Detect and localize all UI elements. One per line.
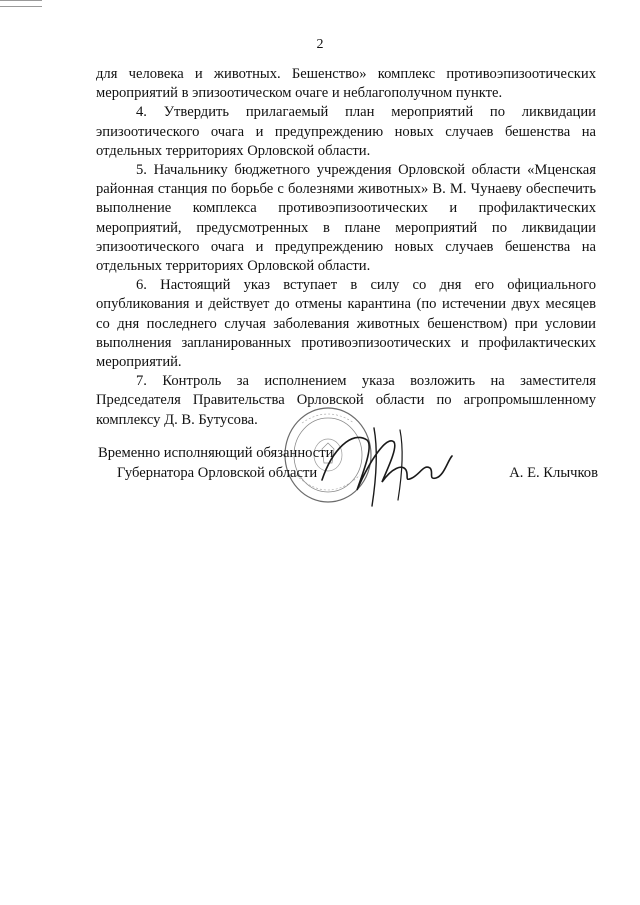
document-body bbox=[96, 65, 596, 430]
paragraph-item-4: 4. Утвердить прилагаемый план мероприятий по ликвидации эпизоотического очага и предупреждению новых случаев бешенства на отдельных территориях Орловской области. bbox=[96, 104, 596, 159]
signatory-position-line-2: Губернатора Орловской области bbox=[117, 465, 318, 481]
scan-corner-mark bbox=[0, 0, 42, 7]
signatory-position bbox=[98, 443, 333, 483]
paragraph-continuation: для человека и животных. Бешенство» комплекс противоэпизоотических мероприятий в эпизоотическом очаге и неблагополучном пункте. bbox=[96, 66, 596, 102]
paragraph-item-6: 6. Настоящий указ вступает в силу со дня его официального опубликования и действует до отмены карантина (по истечении двух месяцев со дня последнего случая заболевания животных бешенством) при условии выполнения запланированных противоэпизоотических и профилактических мероприятий. bbox=[96, 277, 596, 371]
paragraph-item-7: 7. Контроль за исполнением указа возложить на заместителя Председателя Правительства Орловской области по агропромышленному комплексу Д. В. Бутусова. bbox=[96, 373, 596, 428]
signatory-name: А. Е. Клычков bbox=[509, 465, 598, 481]
signatory-position-line-1: Временно исполняющий обязанности bbox=[98, 445, 334, 461]
handwritten-signature bbox=[312, 420, 462, 510]
scan-artifact bbox=[3, 888, 7, 892]
page-number: 2 bbox=[316, 37, 324, 52]
paragraph-item-5: 5. Начальнику бюджетного учреждения Орловской области «Мценская районная станция по борьбе с болезнями животных» В. М. Чунаеву обеспечить выполнение комплекса противоэпизоотических и профилактических мероприятий, предусмотренных в плане мероприятий по ликвидации эпизоотического очага и предупреждению новых случаев бешенства на отдельных территориях Орловской области. bbox=[96, 162, 596, 275]
